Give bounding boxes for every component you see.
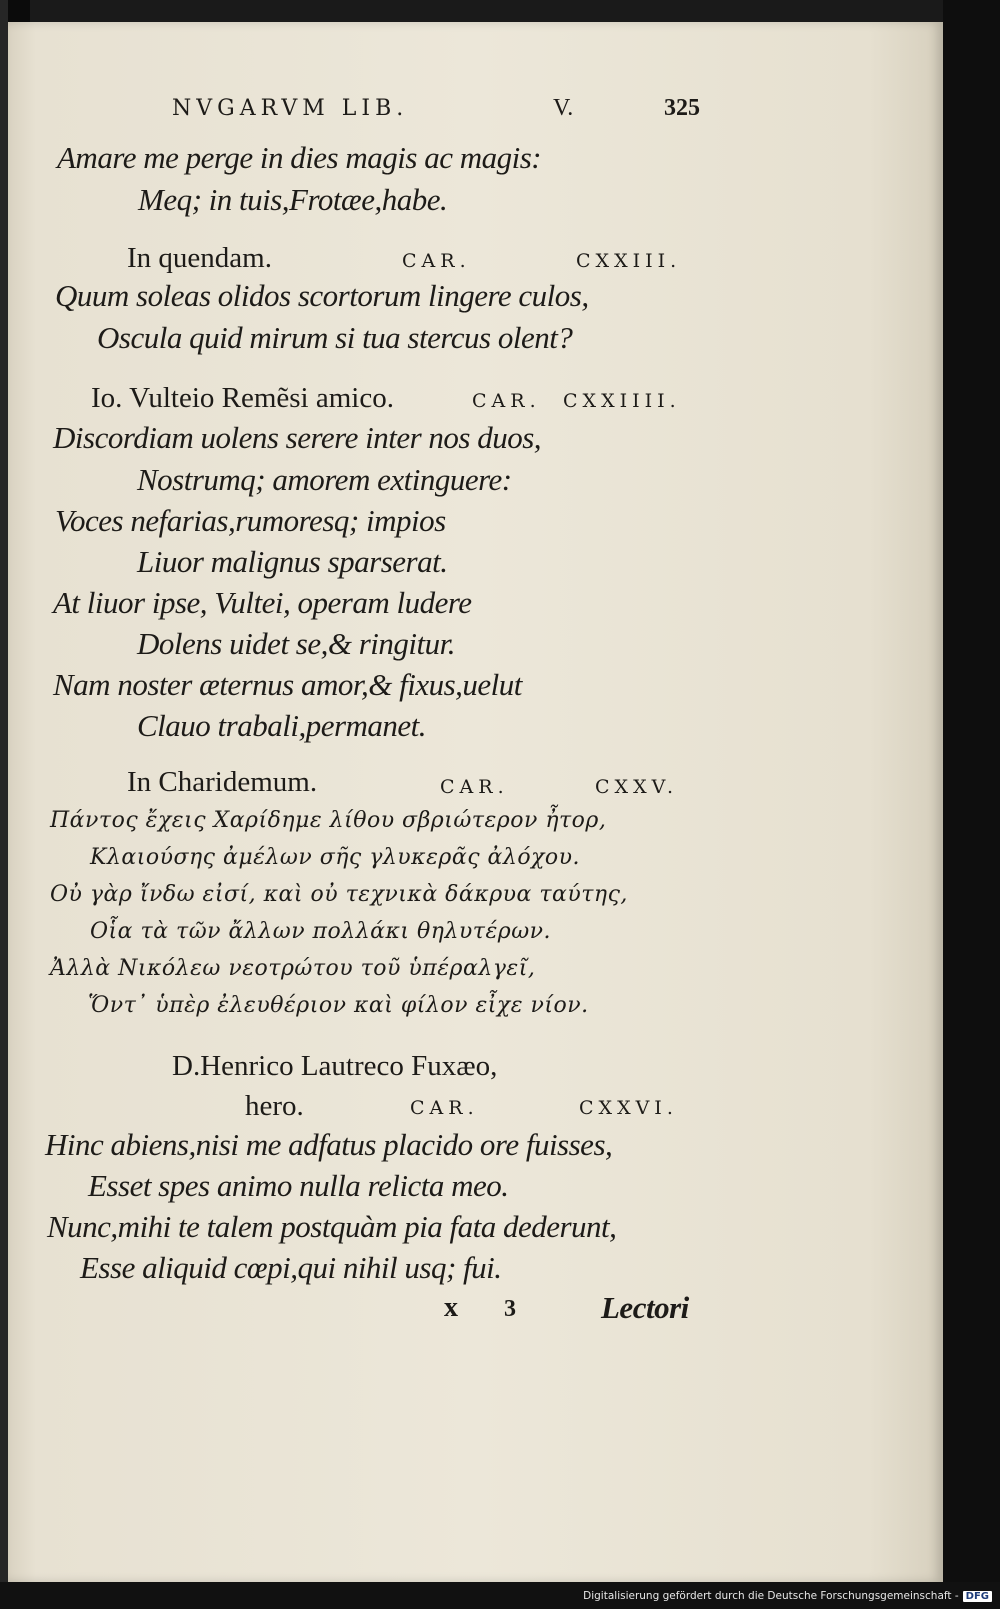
poem-123-line-2: Oscula quid mirum si tua stercus olent? [97, 320, 573, 355]
poem-123-number: CXXIII. [576, 250, 682, 272]
poem-126-line-3: Nunc,mihi te talem postquàm pia fata dederunt, [47, 1209, 617, 1244]
running-title: NVGARVM LIB. [172, 96, 409, 121]
poem-125-line-1: Πάντος ἔχεις Χαρίδημε λίθου σβριώτερον ἦτορ, [50, 808, 607, 833]
poem-125-line-6: Ὅντ᾽ ὑπὲρ ἐλευθέριον καὶ φίλον εἶχε νίον. [88, 993, 589, 1018]
poem-124-line-4: Liuor malignus sparserat. [137, 544, 448, 579]
scan-top-edge [30, 0, 970, 24]
poem-124-car: CAR. [472, 390, 541, 412]
poem-124-number: CXXIIII. [563, 390, 681, 412]
poem-125-line-5: Ἀλλὰ Νικόλεω νεοτρώτου τοῦ ὑπέραλγεῖ, [50, 956, 536, 981]
poem-126-title-line-2: hero. [245, 1090, 304, 1122]
signature-mark: x [444, 1292, 458, 1323]
poem-125-line-4: Οἷα τὰ τῶν ἄλλων πολλάκι θηλυτέρων. [90, 919, 552, 944]
page-number: 325 [664, 95, 700, 121]
poem-125-line-3: Οὐ γὰρ ἴνδω εἰσί, καὶ οὐ τεχνικὰ δάκρυα ταύτης, [50, 882, 628, 907]
poem-123-line-1: Quum soleas olidos scortorum lingere culos, [55, 278, 589, 313]
poem-126-title-line-1: D.Henrico Lautreco Fuxæo, [172, 1050, 498, 1082]
poem-124-line-3: Voces nefarias,rumoresq; impios [55, 503, 446, 538]
scan-left-edge [0, 0, 8, 1609]
dfg-logo: DFG [963, 1591, 992, 1602]
poem-125-line-2: Κλαιούσης ἀμέλων σῆς γλυκερᾶς ἀλόχου. [90, 845, 581, 870]
poem-124-line-1: Discordiam uolens serere inter nos duos, [53, 420, 542, 455]
poem-124-line-6: Dolens uidet se,& ringitur. [137, 626, 456, 661]
catchword: Lectori [601, 1290, 689, 1325]
poem-124-line-2: Nostrumq; amorem extinguere: [137, 462, 512, 497]
poem-126-line-4: Esse aliquid cœpi,qui nihil usq; fui. [80, 1250, 502, 1285]
poem-124-line-7: Nam noster æternus amor,& fixus,uelut [53, 667, 522, 702]
poem-123-car: CAR. [402, 250, 471, 272]
digitization-credit [583, 1590, 992, 1602]
poem-125-car: CAR. [440, 776, 509, 798]
poem-124-title: Io. Vulteio Remẽsi amico. [91, 382, 394, 414]
poem-126-car: CAR. [410, 1097, 479, 1119]
poem-125-title: In Charidemum. [127, 766, 318, 798]
poem-125-number: CXXV. [595, 776, 679, 798]
book-number: V. [553, 95, 574, 121]
prev-poem-line-2: Meq; in tuis,Frotæe,habe. [138, 182, 448, 217]
poem-126-line-1: Hinc abiens,nisi me adfatus placido ore fuisses, [45, 1127, 613, 1162]
poem-126-number: CXXVI. [579, 1097, 678, 1119]
prev-poem-line-1: Amare me perge in dies magis ac magis: [57, 140, 542, 175]
credit-text: Digitalisierung gefördert durch die Deutsche Forschungsgemeinschaft - [583, 1590, 959, 1602]
poem-126-line-2: Esset spes animo nulla relicta meo. [88, 1168, 509, 1203]
poem-124-line-5: At liuor ipse, Vultei, operam ludere [53, 585, 472, 620]
scan-right-strip [943, 0, 1000, 1609]
poem-124-line-8: Clauo trabali,permanet. [137, 708, 427, 743]
poem-123-title: In quendam. [127, 242, 272, 274]
signature-number: 3 [504, 1296, 516, 1322]
